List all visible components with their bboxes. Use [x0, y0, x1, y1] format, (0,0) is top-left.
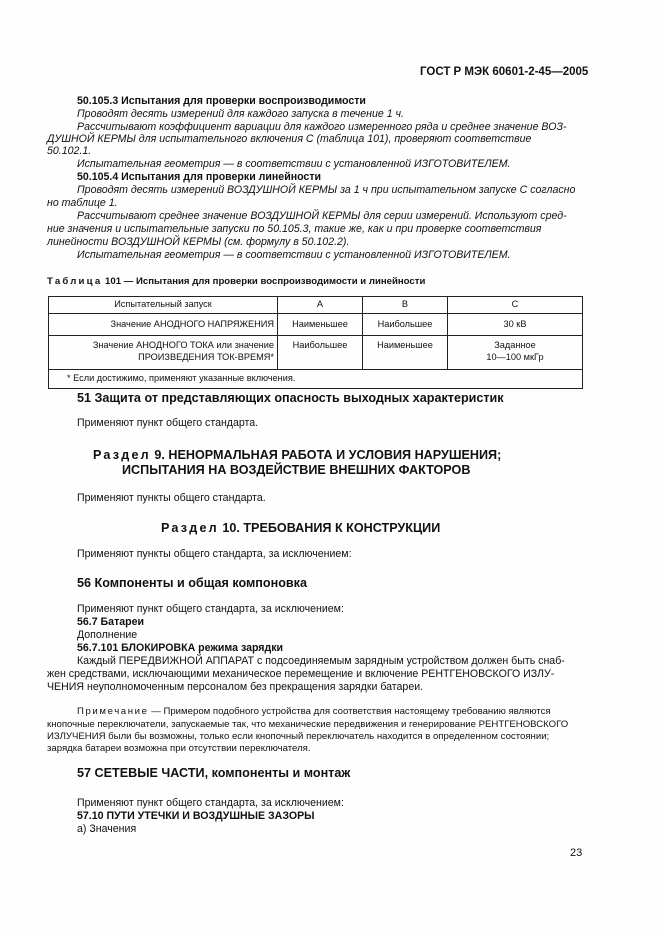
note-prefix: Примечание	[77, 706, 149, 717]
table-cell: Наименьшее	[278, 313, 363, 336]
clause-56-7-101-title: 56.7.101 БЛОКИРОВКА режима зарядки	[77, 642, 284, 654]
clause-50-105-3-line: 50.102.1.	[47, 145, 92, 157]
clause-50-105-4-line: Испытательная геометрия — в соответствии с установленной ИЗГОТОВИТЕЛЕМ.	[77, 249, 511, 261]
table-footnote: * Если достижимо, применяют указанные включения.	[49, 370, 583, 389]
note-text: — Примером подобного устройства для соответствия настоящему требованию являются	[148, 706, 551, 717]
table-header-row	[49, 297, 583, 314]
clause-56-7-101-line: Каждый ПЕРЕДВИЖНОЙ АППАРАТ с подсоединяемым зарядным устройством должен быть снаб-	[77, 655, 565, 667]
table-caption-text: 101 — Испытания для проверки воспроизводимости и линейности	[102, 276, 426, 287]
clause-50-105-3-line: Испытательная геометрия — в соответствии с установленной ИЗГОТОВИТЕЛЕМ.	[77, 158, 511, 170]
clause-50-105-4-line: Проводят десять измерений ВОЗДУШНОЙ КЕРМЫ за 1 ч при испытательном запуске С согласно	[77, 184, 576, 196]
table-row	[49, 336, 583, 370]
table-header-cell: В	[363, 297, 448, 314]
table-cell-label	[49, 336, 278, 370]
clause-57-10-title: 57.10 ПУТИ УТЕЧКИ И ВОЗДУШНЫЕ ЗАЗОРЫ	[77, 810, 315, 822]
table-header-cell: А	[278, 297, 363, 314]
section-57-text: Применяют пункт общего стандарта, за исключением:	[77, 797, 344, 809]
document-id: ГОСТ Р МЭК 60601-2-45—2005	[420, 66, 589, 78]
table-cell-line: ПРОИЗВЕДЕНИЯ ТОК-ВРЕМЯ*	[138, 351, 274, 362]
table-cell-line: Заданное	[494, 340, 536, 350]
table-cell-line: Значение АНОДНОГО ТОКА или значение	[92, 340, 274, 350]
table-row	[49, 313, 583, 336]
clause-50-105-3-line: Проводят десять измерений для каждого запуска в течение 1 ч.	[77, 108, 404, 120]
section-51-title: 51 Защита от представляющих опасность выходных характеристик	[77, 391, 504, 405]
part-10-text: Применяют пункты общего стандарта, за исключением:	[77, 548, 352, 560]
section-57-title: 57 СЕТЕВЫЕ ЧАСТИ, компоненты и монтаж	[77, 766, 351, 780]
table-header-cell: С	[448, 297, 583, 314]
table-cell-line: 10—100 мкГр	[486, 351, 544, 362]
clause-50-105-4-line: но таблице 1.	[47, 197, 118, 209]
clause-56-7-101-line: ЧЕНИЯ неуполномоченным персоналом без прекращения зарядки батареи.	[47, 681, 424, 693]
note-line: ИЗЛУЧЕНИЯ были бы возможны, только если кнопочный переключатель находится в определенном состоянии;	[47, 731, 550, 742]
list-item-a: а) Значения	[77, 823, 137, 835]
clause-50-105-4-title: 50.105.4 Испытания для проверки линейности	[77, 171, 322, 183]
note-line: зарядка батареи возможна при отсутствии переключателя.	[47, 743, 311, 754]
table-cell-label: Значение АНОДНОГО НАПРЯЖЕНИЯ	[49, 313, 278, 336]
note-line: кнопочные переключатели, запускаемые так, что механические передвижения и генерирование РЕНТГЕНОВСКОГО	[47, 719, 569, 730]
part-9-prefix: Раздел	[93, 448, 151, 462]
note-line	[77, 706, 551, 719]
clause-50-105-4-line: ние значения и испытательные запуски по 50.105.3, такие же, как и при проверке соответствия	[47, 223, 542, 235]
clause-50-105-4-line: Рассчитывают среднее значение ВОЗДУШНОЙ КЕРМЫ для серии измерений. Используют сред-	[77, 210, 567, 222]
addition-label: Дополнение	[77, 629, 138, 641]
table-cell: Наибольшее	[278, 336, 363, 370]
table-101-caption	[47, 276, 425, 287]
table-cell: Наименьшее	[363, 336, 448, 370]
page-number: 23	[570, 847, 583, 859]
table-101	[48, 296, 583, 389]
table-header-cell: Испытательный запуск	[49, 297, 278, 314]
part-9-title-line1	[93, 448, 501, 462]
part-9-title-line2: ИСПЫТАНИЯ НА ВОЗДЕЙСТВИЕ ВНЕШНИХ ФАКТОРОВ	[122, 463, 471, 477]
part-10-prefix: Раздел	[161, 521, 219, 535]
part-9-text: Применяют пункты общего стандарта.	[77, 492, 266, 504]
clause-50-105-3-line: Рассчитывают коэффициент вариации для каждого измеренного ряда и среднее значение ВОЗ-	[77, 121, 567, 133]
part-9-title-text: 9. НЕНОРМАЛЬНАЯ РАБОТА И УСЛОВИЯ НАРУШЕНИЯ;	[150, 448, 502, 462]
clause-50-105-3-line: ДУШНОЙ КЕРМЫ для испытательного включения С (таблица 101), проверяют соответствие	[47, 133, 532, 145]
part-10-title-text: 10. ТРЕБОВАНИЯ К КОНСТРУКЦИИ	[218, 521, 441, 535]
clause-56-7-101-line: жен средствами, исключающими механическое перемещение и включение РЕНТГЕНОВСКОГО ИЗЛУ-	[47, 668, 555, 680]
section-51-text: Применяют пункт общего стандарта.	[77, 417, 259, 429]
section-56-title: 56 Компоненты и общая компоновка	[77, 576, 307, 590]
clause-50-105-3-title: 50.105.3 Испытания для проверки воспроизводимости	[77, 95, 366, 107]
part-10-title	[161, 521, 440, 535]
clause-50-105-4-line: линейности ВОЗДУШНОЙ КЕРМЫ (см. формулу в 50.102.2).	[47, 236, 350, 248]
table-caption-prefix: Таблица	[47, 276, 103, 287]
section-56-text: Применяют пункт общего стандарта, за исключением:	[77, 603, 344, 615]
table-cell	[448, 336, 583, 370]
table-cell: Наибольшее	[363, 313, 448, 336]
table-cell: 30 кВ	[448, 313, 583, 336]
clause-56-7-title: 56.7 Батареи	[77, 616, 145, 628]
table-footnote-row	[49, 370, 583, 389]
